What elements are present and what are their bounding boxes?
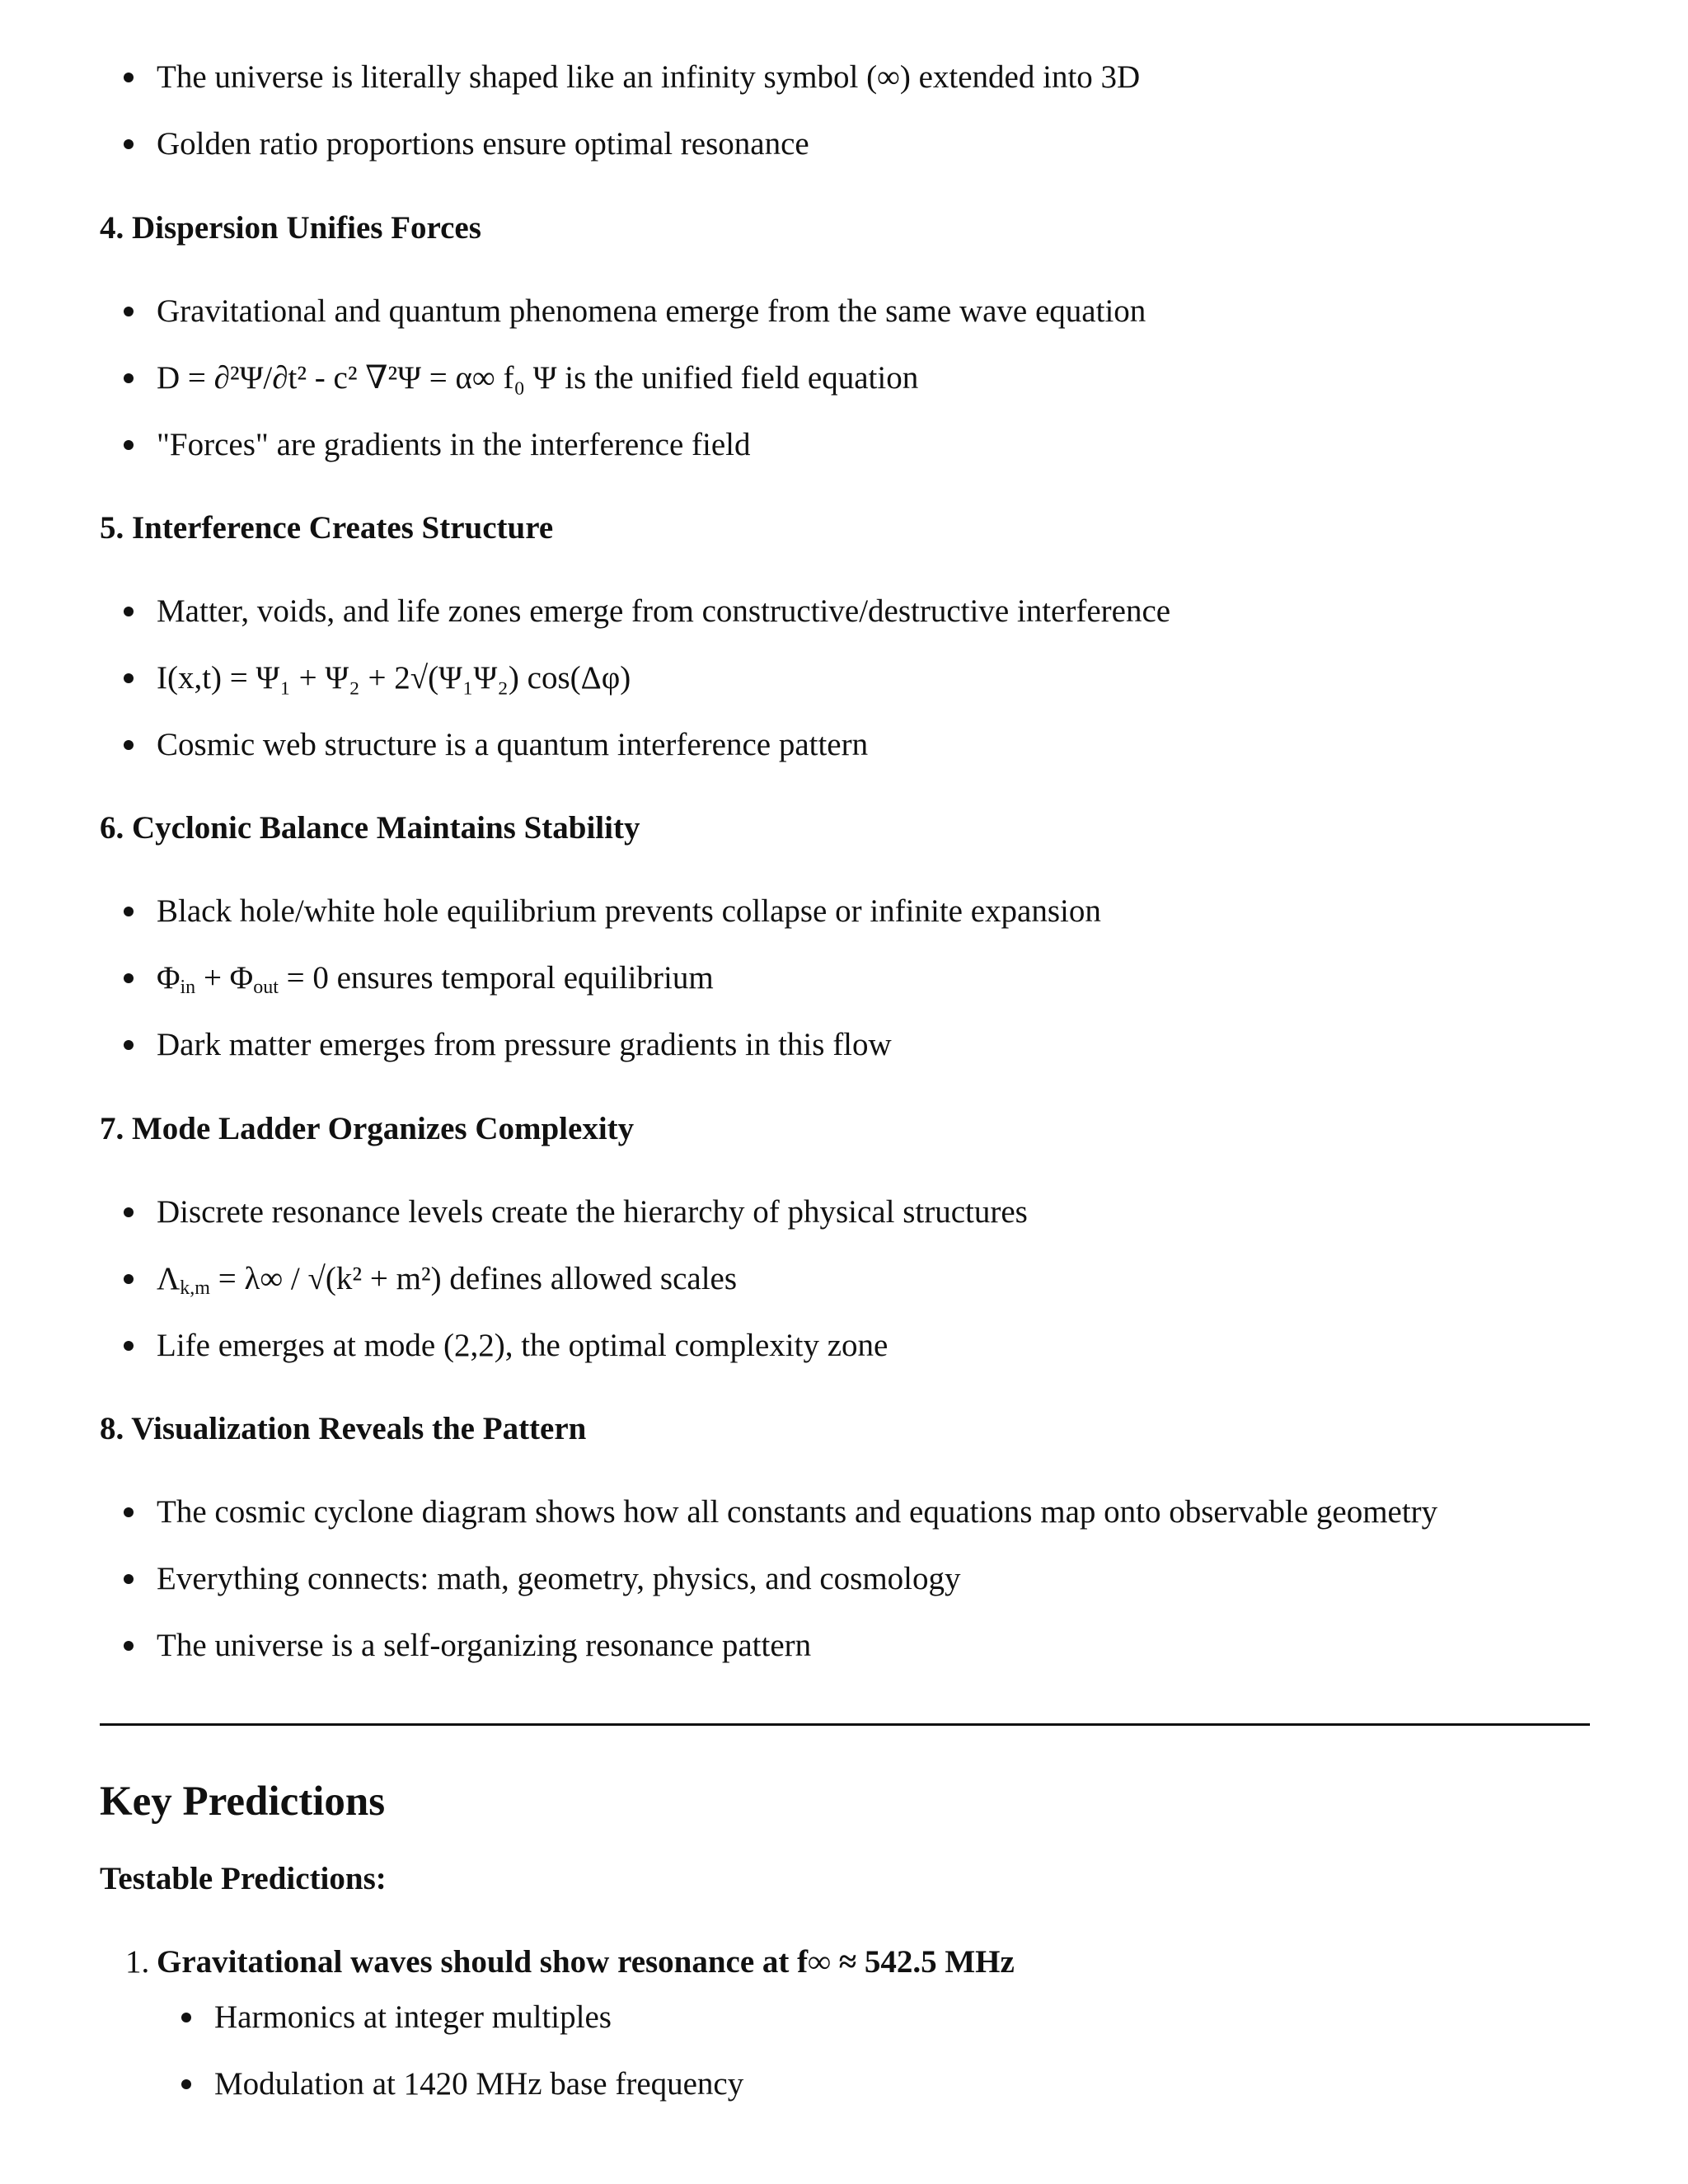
list-item: D = ∂²Ψ/∂t² - c² ∇²Ψ = α∞ f₀ Ψ is the unified field equation	[157, 360, 919, 396]
bullet-marker	[124, 907, 134, 916]
list-item: The universe is literally shaped like an infinity symbol (∞) extended into 3D	[157, 59, 1141, 95]
list-item: Everything connects: math, geometry, physics, and cosmology	[157, 1561, 961, 1596]
list-item: Golden ratio proportions ensure optimal resonance	[157, 126, 809, 162]
bullet-marker	[124, 73, 134, 82]
list-item: Dark matter emerges from pressure gradients in this flow	[157, 1027, 892, 1062]
list-item	[157, 1259, 737, 1299]
bullet-marker	[124, 673, 134, 683]
list-item: Life emerges at mode (2,2), the optimal complexity zone	[157, 1328, 889, 1363]
list-item: Cosmic web structure is a quantum interference pattern	[157, 727, 869, 762]
bullet-marker	[124, 973, 134, 983]
bullet-marker	[124, 139, 134, 149]
horizontal-divider	[100, 1723, 1590, 1726]
list-item: I(x,t) = Ψ₁ + Ψ₂ + 2√(Ψ₁Ψ₂) cos(Δφ)	[157, 660, 631, 696]
bullet-marker	[124, 1641, 134, 1651]
list-item: Gravitational and quantum phenomena emerge from the same wave equation	[157, 293, 1146, 329]
bullet-marker	[124, 1574, 134, 1584]
bullet-marker	[124, 740, 134, 750]
ordered-list-number: 1.	[125, 1944, 150, 1980]
subsection-heading: Testable Predictions:	[100, 1861, 387, 1896]
bullet-marker	[124, 607, 134, 616]
bullet-marker	[124, 1040, 134, 1050]
list-item: Harmonics at integer multiples	[214, 1999, 612, 2035]
section-heading: 7. Mode Ladder Organizes Complexity	[100, 1111, 635, 1146]
bullet-marker	[124, 1274, 134, 1284]
section-heading: 6. Cyclonic Balance Maintains Stability	[100, 810, 640, 846]
list-item: Black hole/white hole equilibrium prevents collapse or infinite expansion	[157, 893, 1101, 929]
section-heading: 8. Visualization Reveals the Pattern	[100, 1411, 587, 1446]
list-item: Discrete resonance levels create the hierarchy of physical structures	[157, 1194, 1028, 1230]
bullet-marker	[124, 1507, 134, 1517]
equation-rest: = λ∞ / √(k² + m²) defines allowed scales	[209, 1261, 738, 1296]
page-section-title: Key Predictions	[100, 1779, 386, 1825]
bullet-marker	[181, 2079, 191, 2089]
bullet-marker	[124, 440, 134, 450]
list-item: The cosmic cyclone diagram shows how all constants and equations map onto observable geometry	[157, 1494, 1438, 1530]
subscript-out: out	[253, 977, 279, 998]
equation-lambda: Λ	[157, 1261, 181, 1296]
subscript-km: k,m	[180, 1277, 210, 1299]
list-item: The universe is a self-organizing resonance pattern	[157, 1628, 812, 1663]
bullet-marker	[124, 373, 134, 383]
bullet-marker	[124, 1341, 134, 1351]
list-item: Modulation at 1420 MHz base frequency	[214, 2066, 744, 2102]
equation-plus-phi-out: + Φ	[195, 960, 254, 996]
ordered-list-item-title: Gravitational waves should show resonance at f∞ ≈ 542.5 MHz	[157, 1944, 1015, 1980]
bullet-marker	[181, 2013, 191, 2022]
bullet-marker	[124, 307, 134, 316]
equation-phi-in: Φ	[157, 960, 181, 996]
section-heading: 5. Interference Creates Structure	[100, 510, 554, 546]
section-heading: 4. Dispersion Unifies Forces	[100, 210, 481, 246]
list-item	[157, 958, 714, 998]
list-item: "Forces" are gradients in the interference field	[157, 427, 751, 462]
equation-rest: = 0 ensures temporal equilibrium	[278, 960, 714, 996]
list-item: Matter, voids, and life zones emerge from constructive/destructive interference	[157, 593, 1171, 629]
subscript-in: in	[180, 977, 196, 998]
bullet-marker	[124, 1207, 134, 1217]
